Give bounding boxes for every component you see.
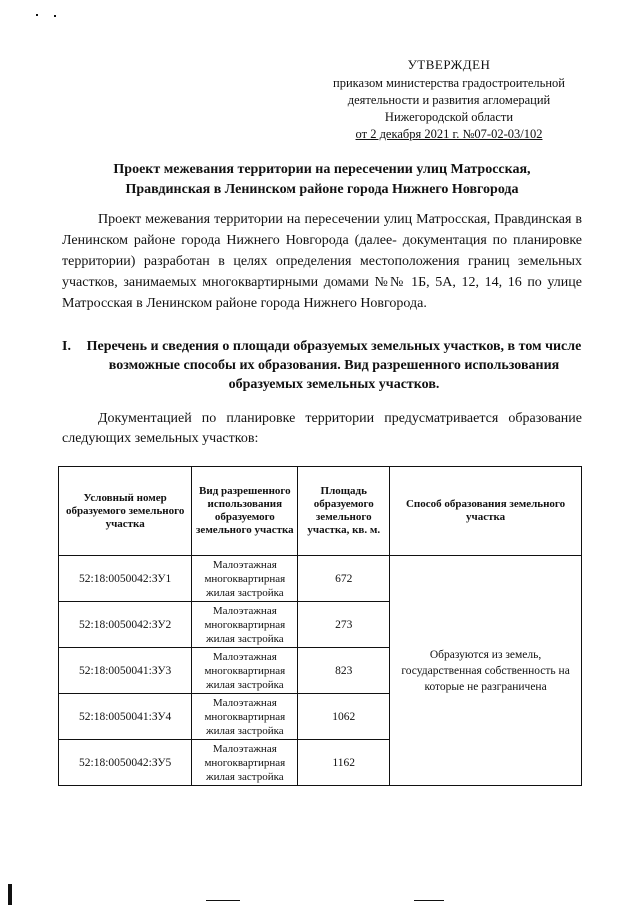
title-line-2: Правдинская в Ленинском районе города Нижнего Новгорода <box>125 182 519 197</box>
plot-method: Образуются из земель, государственная собственность на которые не разграничена <box>390 556 582 786</box>
provides-paragraph: Документацией по планировке территории предусматривается образование следующих земельных участков: <box>62 411 582 446</box>
plot-area: 273 <box>298 602 390 648</box>
plot-number: 52:18:0050042:ЗУ5 <box>59 740 192 786</box>
header-method: Способ образования земельного участка <box>390 467 582 556</box>
scan-mark-top-left-2 <box>54 15 56 17</box>
plot-area: 823 <box>298 648 390 694</box>
header-plot-number: Условный номер образуемого земельного участка <box>59 467 192 556</box>
plot-number: 52:18:0050041:ЗУ4 <box>59 694 192 740</box>
scan-mark-top-left <box>36 14 38 16</box>
plot-use: Малоэтажная многоквартирная жилая застройка <box>192 740 298 786</box>
plot-number: 52:18:0050042:ЗУ2 <box>59 602 192 648</box>
scan-edge-mark-bottom-2 <box>414 900 444 901</box>
approval-heading: УТВЕРЖДЕН <box>407 57 491 72</box>
approval-line-2: деятельности и развития агломераций <box>347 93 551 107</box>
plot-use: Малоэтажная многоквартирная жилая застройка <box>192 648 298 694</box>
section-heading <box>62 337 582 394</box>
scan-edge-mark-left <box>8 884 12 905</box>
approval-line-3: Нижегородской области <box>384 110 514 124</box>
plot-use: Малоэтажная многоквартирная жилая застройка <box>192 556 298 602</box>
section-text: Перечень и сведения о площади образуемых земельных участков, в том числе возможные способы их образования. Вид разрешенного использования образуемых земельных участков. <box>86 339 582 392</box>
section-number: I. <box>62 339 71 354</box>
title-line-1: Проект межевания территории на пересечении улиц Матросская, <box>113 162 531 177</box>
plot-number: 52:18:0050042:ЗУ1 <box>59 556 192 602</box>
plot-area: 1062 <box>298 694 390 740</box>
header-area: Площадь образуемого земельного участка, кв. м. <box>298 467 390 556</box>
document-title <box>62 160 582 200</box>
plot-area: 1162 <box>298 740 390 786</box>
approval-order: от 2 декабря 2021 г. №07-02-03/102 <box>355 127 543 141</box>
scan-edge-mark-bottom <box>206 900 240 901</box>
approval-block <box>318 56 580 143</box>
plot-area: 672 <box>298 556 390 602</box>
plot-use: Малоэтажная многоквартирная жилая застройка <box>192 694 298 740</box>
plot-number: 52:18:0050041:ЗУ3 <box>59 648 192 694</box>
approval-line-1: приказом министерства градостроительной <box>333 76 565 90</box>
land-plots-table <box>58 466 582 786</box>
intro-paragraph: Проект межевания территории на пересечении улиц Матросская, Правдинская в Ленинском районе города Нижнего Новгорода (далее- документация по планировке территории) разработан в целях определения местоположения границ земельных участков, занимаемых многоквартирными домами №№ 1Б, 5А, 12, 14, 16 по улице Матросская в Ленинском районе города Нижнего Новгорода. <box>62 212 582 311</box>
plot-use: Малоэтажная многоквартирная жилая застройка <box>192 602 298 648</box>
header-permitted-use: Вид разрешенного использования образуемого земельного участка <box>192 467 298 556</box>
table-row <box>59 556 582 602</box>
table-header-row <box>59 467 582 556</box>
